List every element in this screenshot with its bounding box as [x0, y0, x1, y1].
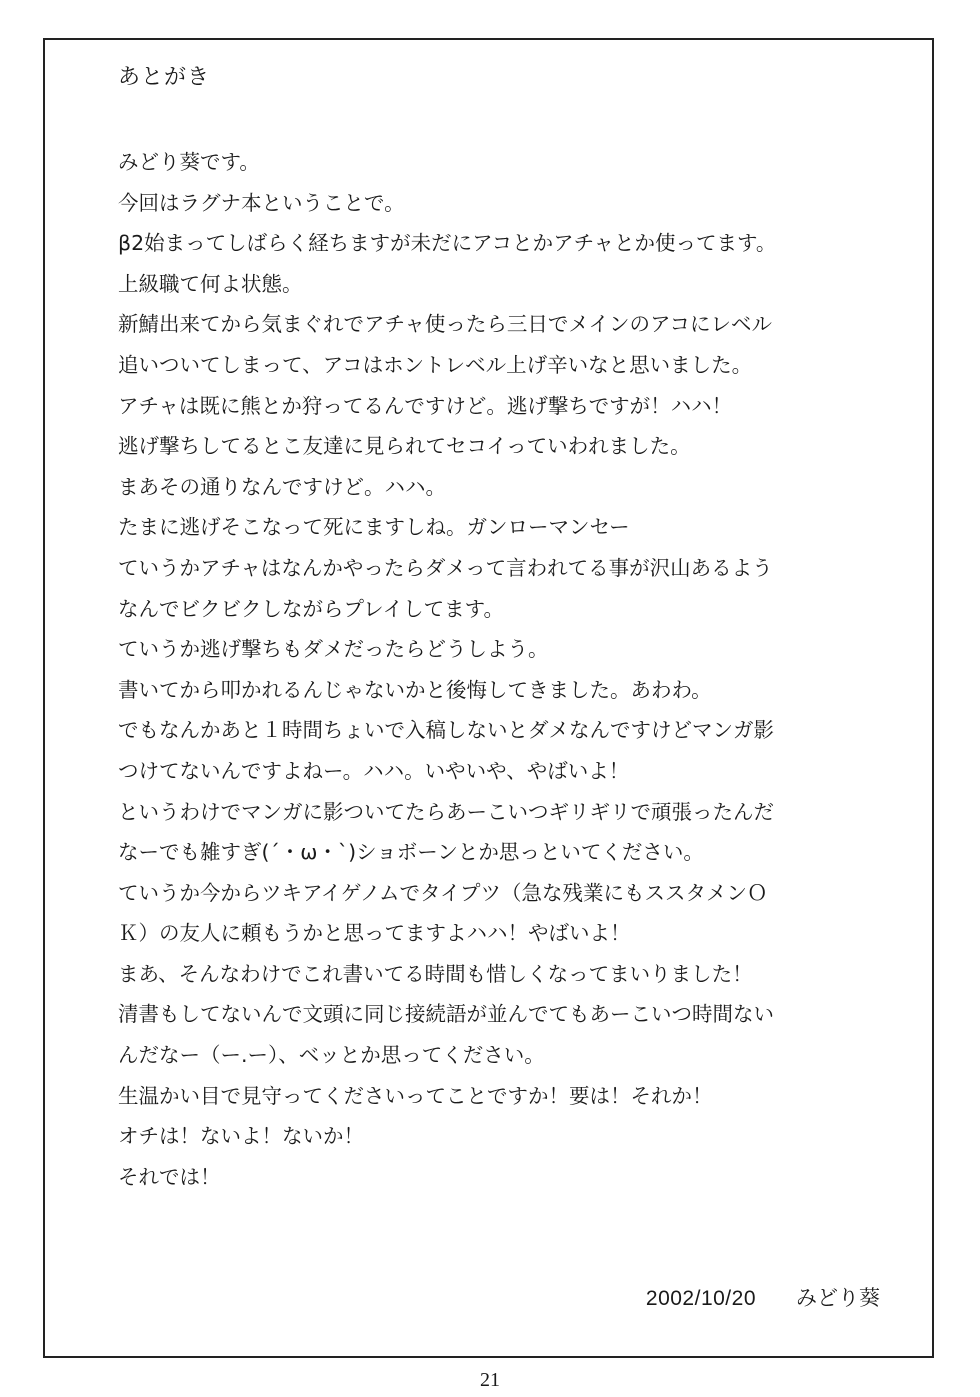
text-line: 書いてから叩かれるんじゃないかと後悔してきました。あわわ。 [118, 677, 712, 702]
page-number: 21 [480, 1369, 500, 1391]
text-line: ていうか逃げ撃ちもダメだったらどうしよう。 [118, 637, 549, 662]
text-line: 追いついてしまって、アコはホントレベル上げ辛いなと思いました。 [118, 352, 753, 377]
text-line: それでは！ [118, 1164, 221, 1189]
text-line: オチは！ないよ！ないか！ [118, 1124, 364, 1149]
text-line: 今回はラグナ本ということで。 [118, 190, 405, 215]
text-line: まあ、そんなわけでこれ書いてる時間も惜しくなってまいりました！ [118, 961, 753, 986]
text-line: ていうか今からツキアイゲノムでタイプツ（急な残業にもススタメンＯ [118, 880, 768, 905]
text-line: 清書もしてないんで文頭に同じ接続語が並んでてもあーこいつ時間ない [118, 1002, 774, 1027]
text-line: なんでビクビクしながらプレイしてます。 [118, 596, 505, 621]
text-line: アチャは既に熊とか狩ってるんですけど。逃げ撃ちですが！ハハ！ [118, 393, 733, 418]
text-line: みどり葵です。 [118, 150, 260, 174]
afterword-body [118, 142, 878, 1197]
text-line: まあその通りなんですけど。ハハ。 [118, 474, 446, 499]
signoff-date: 2002/10/20 [645, 1287, 756, 1310]
text-line: 上級職て何よ状態。 [118, 271, 303, 296]
text-line: 逃げ撃ちしてるとこ友達に見られてセコイっていわれました。 [118, 434, 691, 459]
text-line: つけてないんですよねー。ハハ。いやいや、やばいよ！ [118, 758, 630, 783]
text-line: Ｋ）の友人に頼もうかと思ってますよハハ！やばいよ！ [118, 921, 631, 946]
text-line: 新鯖出来てから気まぐれでアチャ使ったら三日でメインのアコにレベル [118, 312, 772, 337]
text-line: なーでも雑すぎ(´・ω・`)ショボーンとか思っといてください。 [118, 840, 704, 865]
afterword-heading: あとがき [118, 65, 211, 90]
signoff [646, 1282, 880, 1315]
text-line: 生温かい目で見守ってくださいってことですか！要は！それか！ [118, 1083, 713, 1108]
text-line: ていうかアチャはなんかやったらダメって言われてる事が沢山あるよう [118, 555, 773, 580]
text-line: というわけでマンガに影ついてたらあーこいつギリギリで頑張ったんだ [118, 799, 774, 824]
signoff-author: みどり葵 [796, 1286, 880, 1310]
text-line: んだなー（ー.ー）、ベッとか思ってください。 [118, 1043, 545, 1068]
text-line: β2始まってしばらく経ちますが未だにアコとかアチャとか使ってます。 [118, 231, 777, 256]
text-line: でもなんかあと１時間ちょいで入稿しないとダメなんですけどマンガ影 [118, 718, 774, 743]
text-line: たまに逃げそこなって死にますしね。ガンローマンセー [118, 515, 630, 540]
